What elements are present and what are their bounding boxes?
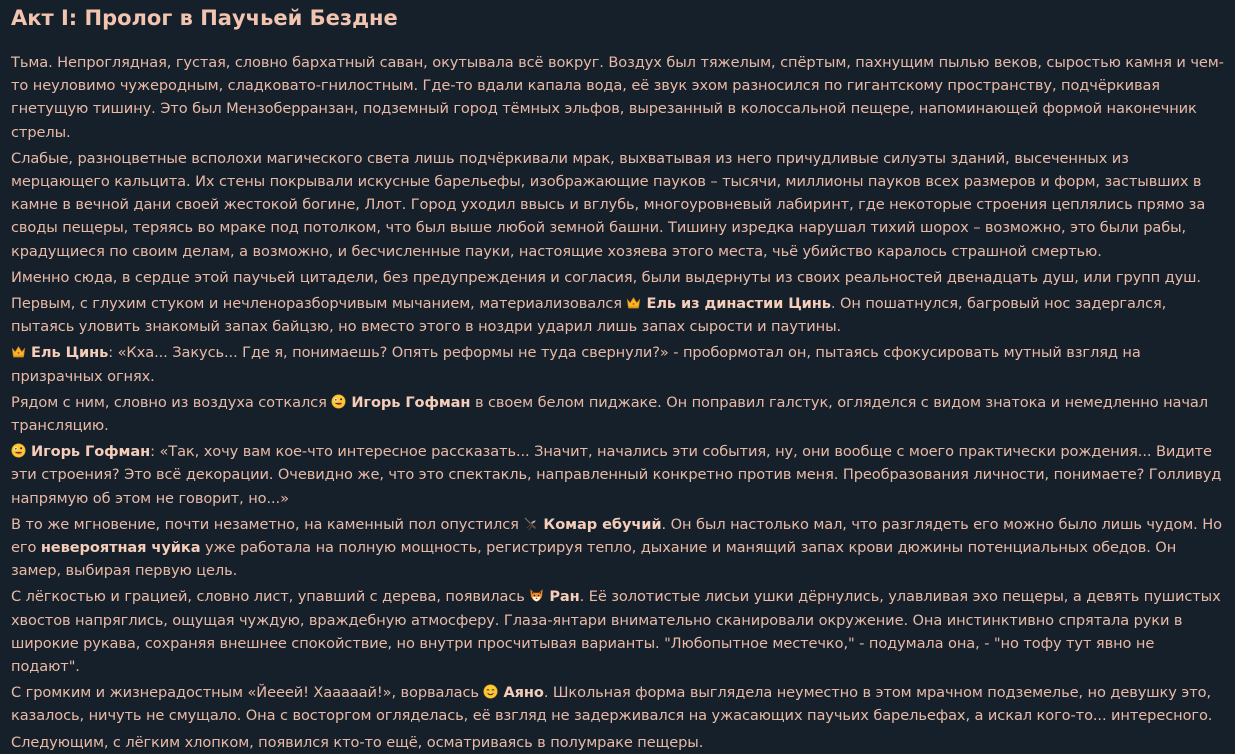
- paragraph-1: Тьма. Непроглядная, густая, словно бархатный саван, окутывала всё вокруг. Воздух был тяжелым, спёртым, пахнущим пылью веков, сыростью камня и чем-то неуловимо чужеродным, сладковато-гнилостным. Где-то вдали капала вода, её звук эхом разносился по гигантскому пространству, подчёркивая гнетущую тишину. Это был Мензоберранзан, подземный город тёмных эльфов, вырезанный в колоссальной пещере, напоминающей формой наконечник стрелы.: [11, 54, 1224, 141]
- paragraph-6-before: Рядом с ним, словно из воздуха соткался: [11, 393, 332, 411]
- character-name-el-tsin: Ель Цинь: [31, 344, 109, 362]
- character-name-ran: Ран: [549, 588, 580, 606]
- crazy-face-icon: [331, 394, 346, 409]
- paragraph-5: [11, 341, 1224, 387]
- crown-icon: [11, 344, 26, 359]
- ability-name: невероятная чуйка: [40, 539, 201, 557]
- paragraph-8-middle: . Он был настолько мал, что разглядеть его можно было лишь чудом. Но его: [11, 515, 1222, 557]
- fox-icon: [529, 588, 544, 603]
- paragraph-9: [11, 585, 1224, 678]
- paragraph-4-after: . Он пошатнулся, багровый нос задергался, пытаясь уловить знакомый запах байцзю, но вместо этого в ноздри ударил лишь запах сырости и паутины.: [11, 295, 1167, 336]
- crown-icon: [626, 295, 641, 310]
- chapter-title: Акт I: Пролог в Паучьей Бездне: [11, 6, 398, 30]
- paragraph-3: Именно сюда, в сердце этой паучьей цитадели, без предупреждения и согласия, были выдернуты из своих реальностей двенадцать душ, или групп душ.: [11, 268, 1201, 286]
- paragraph-9-before: С лёгкостью и грацией, словно лист, упавший с дерева, появилась: [11, 588, 530, 606]
- paragraph-9-after: . Её золотистые лисьи ушки дёрнулись, улавливая эхо пещеры, а девять пушистых хвостов напряглись, ощущая чуждую, враждебную атмосферу. Глаза-янтари внимательно сканировали окружение. Она инстинктивно спрятала руки в широкие рукава, сохраняя внешнее спокойствие, но внутри просчитывая варианты. "Любопытное местечко," - подумала она, - "но тофу тут явно не подают".: [11, 588, 1221, 676]
- character-name-komar: Комар ебучий: [543, 515, 662, 533]
- paragraph-10: [11, 681, 1224, 727]
- paragraph-6: [11, 391, 1224, 437]
- paragraph-4-before: Первым, с глухим стуком и нечленоразборчивым мычанием, материализовался: [11, 295, 627, 313]
- paragraph-4: [11, 292, 1224, 338]
- paragraph-8-before: В то же мгновение, почти незаметно, на каменный пол опустился: [11, 515, 524, 533]
- paragraph-7: [11, 440, 1224, 510]
- paragraph-5-after: : «Кха... Закусь... Где я, понимаешь? Опять реформы не туда свернули?» - пробормотал он, пытаясь сфокусировать мутный взгляд на призрачных огнях.: [11, 344, 1141, 385]
- character-name-ayano: Аяно: [503, 684, 544, 702]
- mosquito-icon: [523, 516, 538, 531]
- character-name-igor-gofman: Игорь Гофман: [351, 393, 471, 411]
- paragraph-8-after: уже работала на полную мощность, регистрируя тепло, дыхание и манящий запах крови дюжины потенциальных обедов. Он замер, выбирая первую цель.: [11, 539, 1177, 580]
- paragraph-10-before: С громким и жизнерадостным «Йееей! Хааааай!», ворвалась: [11, 684, 484, 702]
- paragraph-7-after: : «Так, хочу вам кое-что интересное рассказать... Значит, начались эти события, ну, они вообще с моего практически рождения... Видите эти строения? Это всё декорации. Очевидно же, что это спектакль, направленный конкретно против меня. Преобразования личности, понимаете? Голливуд напрямую об этом не говорит, но...»: [11, 443, 1222, 507]
- character-name-igor-gofman-speech: Игорь Гофман: [31, 443, 151, 461]
- paragraph-6-after: в своем белом пиджаке. Он поправил галстук, огляделся с видом знатока и немедленно начал трансляцию.: [11, 393, 1208, 435]
- paragraph-10-after: . Школьная форма выглядела неуместно в этом мрачном подземелье, но девушку это, казалось, ничуть не смущало. Она с восторгом огляделась, её взгляд не задерживался на ужасающих паучьих барельефах, а искал кого-то... интересного.: [11, 684, 1213, 725]
- paragraph-2: Слабые, разноцветные всполохи магического света лишь подчёркивали мрак, выхватывая из него причудливые силуэты зданий, высеченных из мерцающего кальцита. Их стены покрывали искусные барельефы, изображающие пауков – тысячи, миллионы пауков всех размеров и форм, застывших в камне в вечной дани своей жестокой богине, Ллот. Город уходил ввысь и вглубь, многоуровневый лабиринт, где некоторые строения цеплялись прямо за своды пещеры, теряясь во мраке под потолком, что был выше любой земной башни. Тишину изредка нарушал тихий шорох – возможно, это были рабы, крадущиеся по своим делам, а возможно, и бесчисленные пауки, настоящие хозяева этого места, чьё убийство каралось страшной смертью.: [11, 149, 1206, 260]
- crazy-face-icon: [11, 443, 26, 458]
- character-name-el-tsin-dynasty: Ель из династии Цинь: [646, 295, 831, 313]
- paragraph-8: [11, 513, 1224, 583]
- smiling-face-icon: [483, 684, 498, 699]
- paragraph-11: Следующим, с лёгким хлопком, появился кто-то ещё, осматриваясь в полумраке пещеры.: [11, 733, 704, 751]
